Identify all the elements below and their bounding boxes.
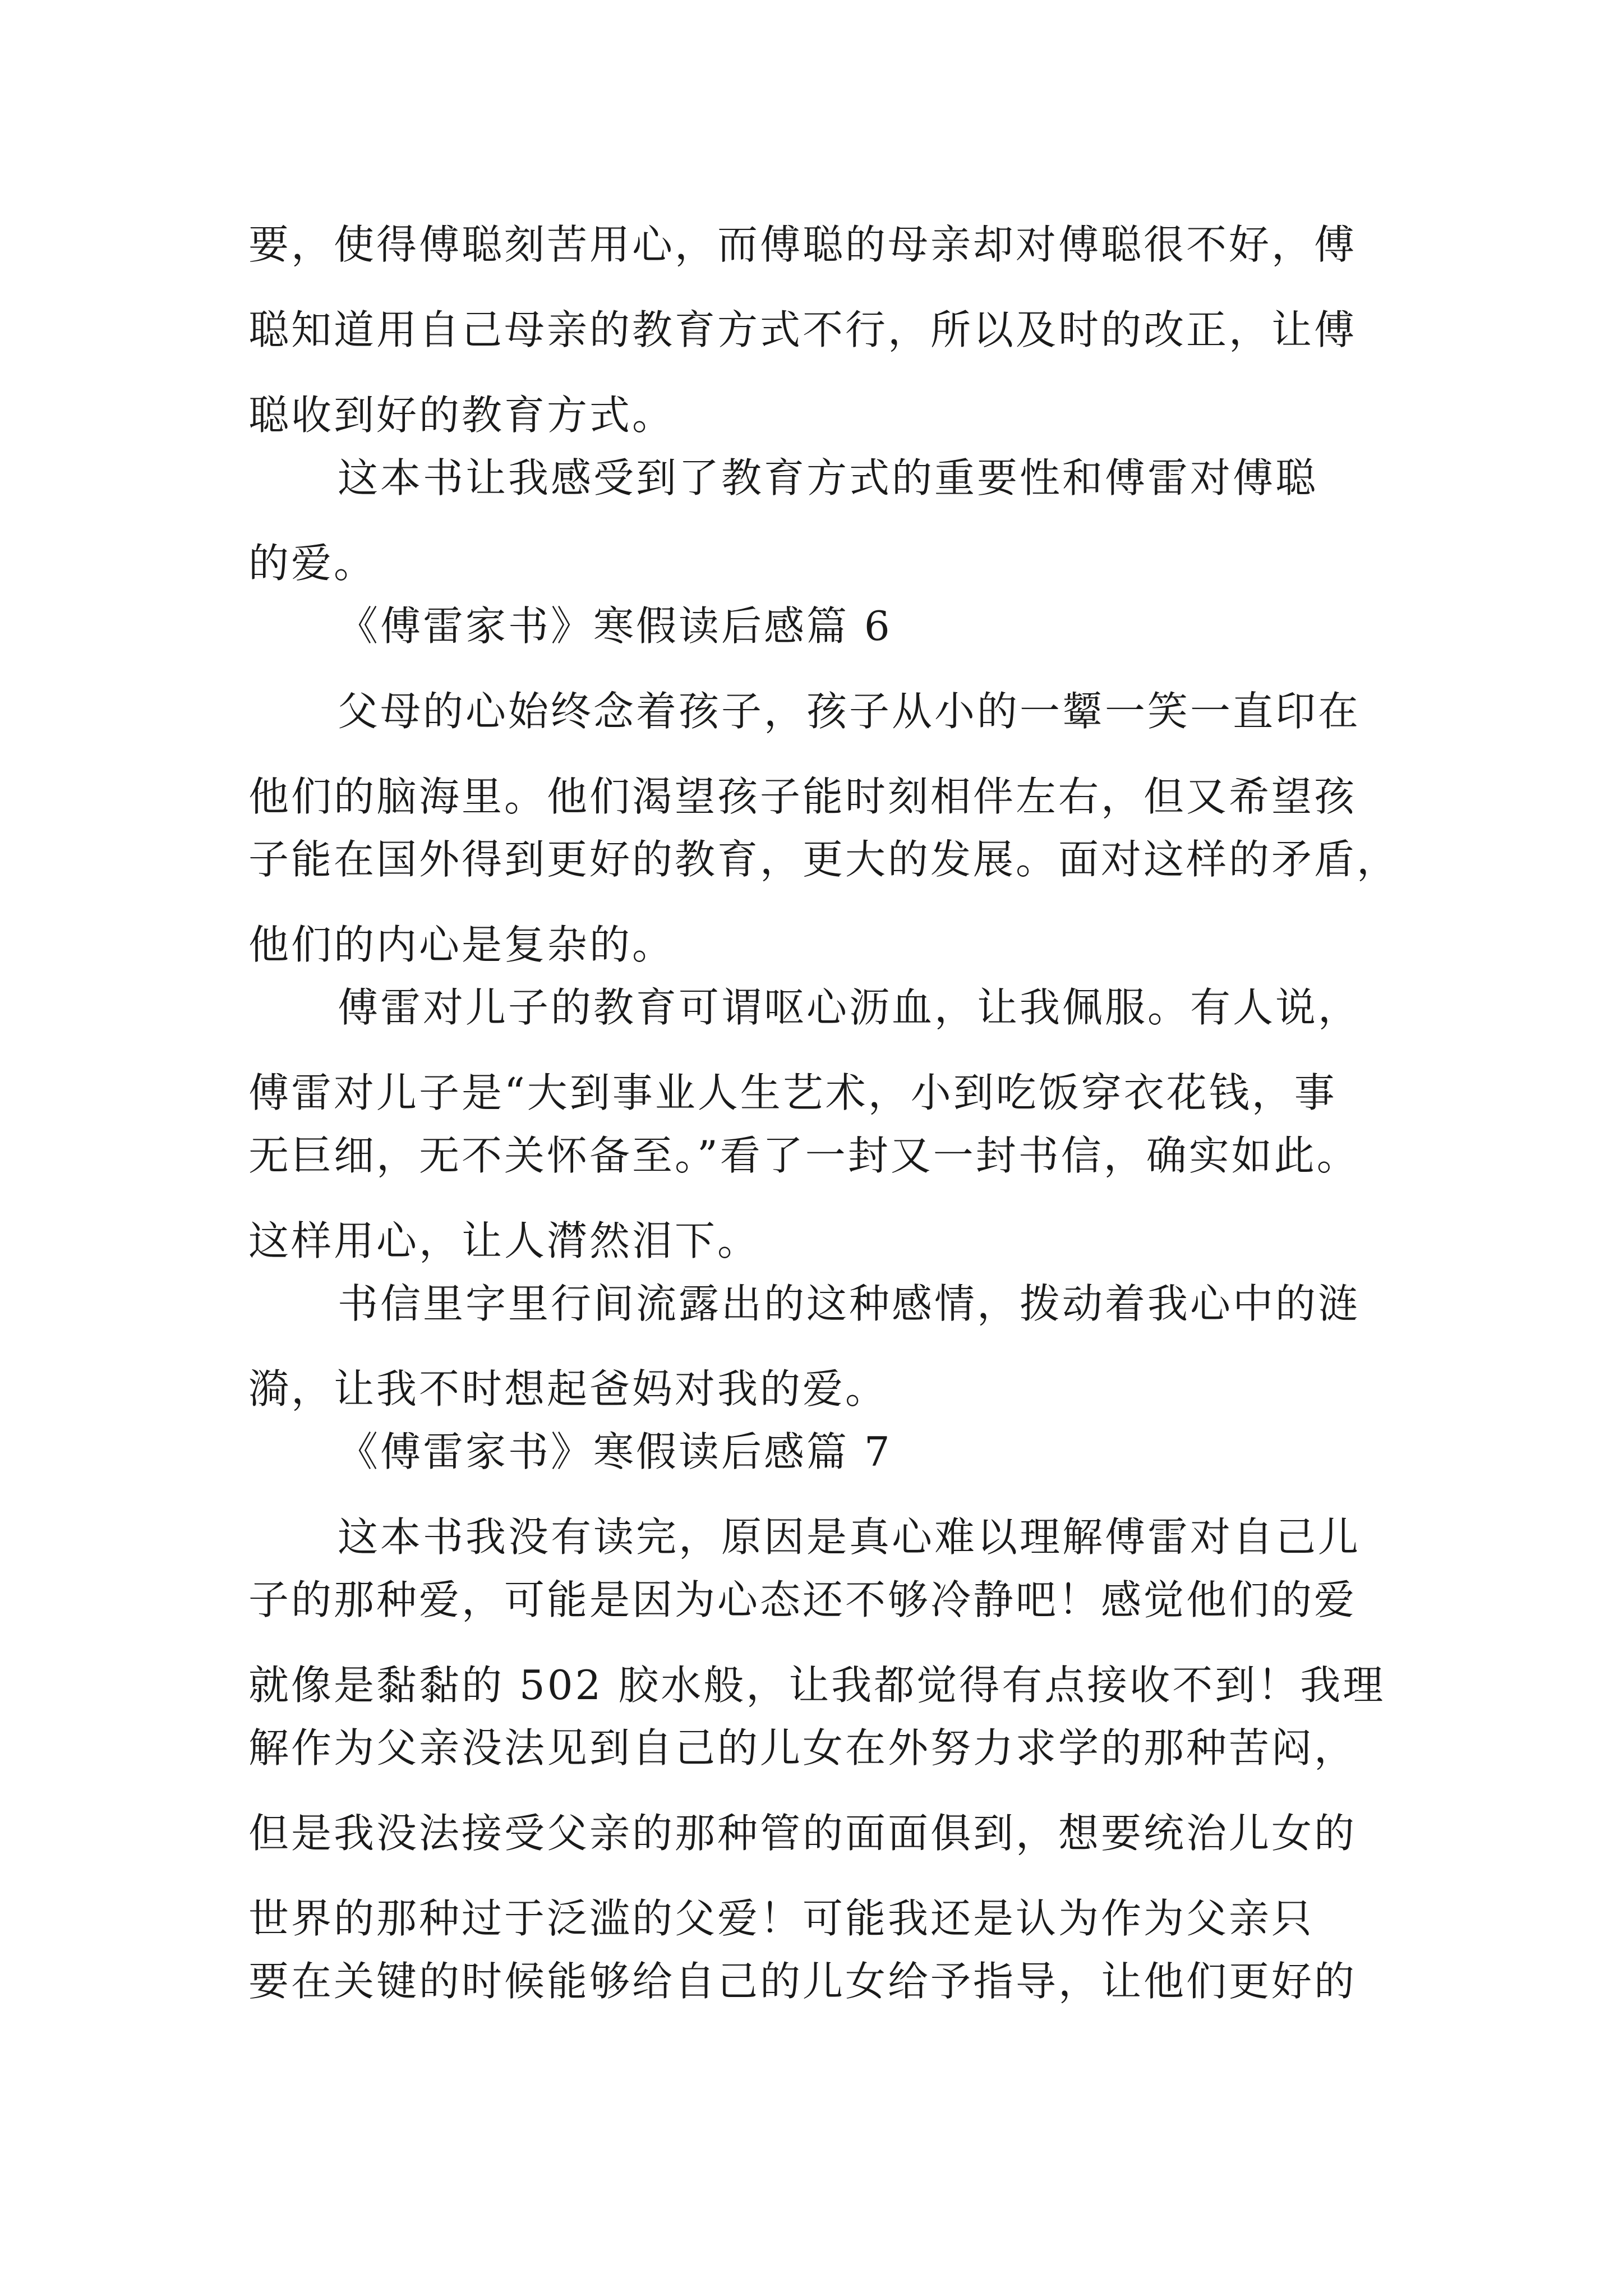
section-heading: 《傅雷家书》寒假读后感篇 7 (338, 1428, 892, 1475)
text-line: 他们的内心是复杂的。 (248, 921, 675, 968)
text-line: 傅雷对儿子是“大到事业人生艺术，小到吃饭穿衣花钱，事 (248, 1069, 1337, 1116)
text-line: 无巨细，无不关怀备至。”看了一封又一封书信，确实如此。 (248, 1132, 1359, 1179)
text-line: 但是我没法接受父亲的那种管的面面俱到，想要统治儿女的 (248, 1810, 1357, 1857)
text-line: 解作为父亲没法见到自己的儿女在外努力求学的那种苦闷， (248, 1724, 1357, 1772)
text-line: 子的那种爱，可能是因为心态还不够冷静吧！感觉他们的爱 (248, 1576, 1357, 1623)
text-line: 的爱。 (248, 540, 377, 587)
text-line: 聪收到好的教育方式。 (248, 392, 675, 439)
text-line: 聪知道用自己母亲的教育方式不行，所以及时的改正，让傅 (248, 306, 1357, 353)
text-line: 这样用心，让人潸然泪下。 (248, 1217, 760, 1264)
section-heading: 《傅雷家书》寒假读后感篇 6 (338, 602, 892, 650)
text-line: 要，使得傅聪刻苦用心，而傅聪的母亲却对傅聪很不好，傅 (248, 221, 1357, 268)
text-line: 漪，让我不时想起爸妈对我的爱。 (248, 1365, 888, 1412)
text-line: 世界的那种过于泛滥的父爱！可能我还是认为作为父亲只 (248, 1895, 1315, 1942)
text-line: 子能在国外得到更好的教育，更大的发展。面对这样的矛盾， (248, 836, 1400, 883)
text-line: 这本书我没有读完，原因是真心难以理解傅雷对自己儿 (338, 1513, 1361, 1561)
text-line: 书信里字里行间流露出的这种感情，拨动着我心中的涟 (338, 1280, 1361, 1327)
text-line: 他们的脑海里。他们渴望孩子能时刻相伴左右，但又希望孩 (248, 773, 1357, 820)
text-line: 父母的心始终念着孩子，孩子从小的一颦一笑一直印在 (338, 688, 1361, 735)
text-line: 这本书让我感受到了教育方式的重要性和傅雷对傅聪 (338, 454, 1318, 501)
text-line: 傅雷对儿子的教育可谓呕心沥血，让我佩服。有人说， (338, 984, 1361, 1031)
text-line: 就像是黏黏的 502 胶水般，让我都觉得有点接收不到！我理 (248, 1662, 1386, 1709)
text-line: 要在关键的时候能够给自己的儿女给予指导，让他们更好的 (248, 1958, 1357, 2005)
